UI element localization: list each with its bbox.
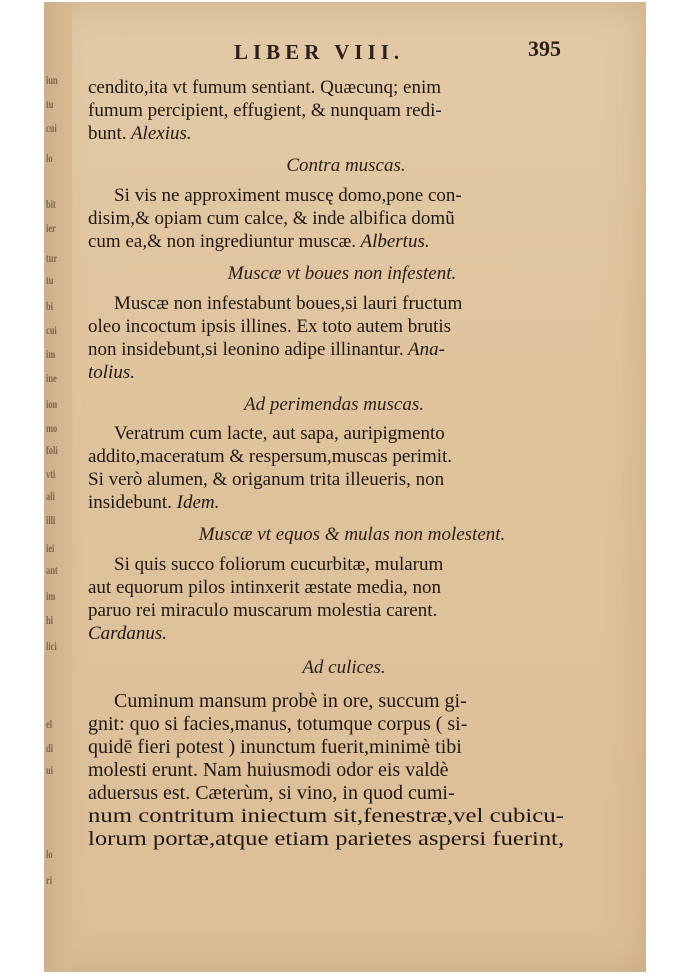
margin-fragment: tu — [46, 97, 54, 111]
margin-fragment: im — [46, 589, 56, 603]
line-text: Veratrum cum lacte, aut sapa, auripigmento — [114, 423, 445, 444]
text-line — [88, 600, 437, 622]
text-line — [114, 185, 462, 207]
line-text: Cuminum mansum probè in ore, succum gi- — [114, 690, 467, 712]
text-line — [88, 208, 455, 230]
author-citation: Ana- — [403, 339, 445, 360]
margin-fragment: hi — [46, 613, 54, 627]
text-line — [88, 759, 449, 782]
running-title: LIBER VIII. — [234, 40, 405, 64]
margin-fragment: ine — [46, 371, 57, 385]
text-line — [88, 123, 192, 145]
text-line — [88, 362, 135, 384]
line-text: fumum percipient, effugient, & nunquam redi- — [88, 100, 442, 121]
text-line — [114, 293, 462, 315]
line-text: Si vis ne approximent muscę domo,pone con- — [114, 185, 462, 206]
author-citation: Albertus. — [356, 231, 430, 252]
section-heading: Contra muscas. — [286, 155, 406, 176]
line-text: aduersus est. Cæterùm, si vino, in quod cumi- — [88, 782, 455, 804]
line-text: oleo incoctum ipsis illines. Ex toto autem brutis — [88, 316, 452, 337]
author-citation: Cardanus. — [88, 623, 168, 644]
text-line — [88, 316, 451, 338]
text-line — [114, 423, 445, 445]
text-line — [114, 554, 443, 576]
margin-fragment: iun — [46, 73, 58, 87]
line-text: Muscæ non infestabunt boues,si lauri fructum — [114, 293, 463, 314]
margin-fragment: im — [46, 347, 56, 361]
text-line — [114, 690, 467, 713]
margin-fragment: tu — [46, 273, 54, 287]
text-line — [88, 736, 462, 759]
line-text: disim,& opiam cum calce, & inde albifica domũ — [88, 208, 455, 229]
margin-fragment: vti — [46, 467, 56, 481]
text-line — [88, 577, 441, 599]
section-heading: Muscæ vt boues non infestent. — [227, 263, 457, 284]
text-line — [88, 339, 445, 361]
line-text: aut equorum pilos intinxerit æstate media, non — [88, 577, 442, 598]
margin-fragment: cui — [46, 323, 57, 337]
margin-fragment: illi — [46, 513, 56, 527]
margin-fragment: ali — [46, 489, 55, 503]
line-text: cendito,ita vt fumum sentiant. Quæcunq; enim — [88, 77, 442, 98]
text-line — [88, 77, 441, 99]
text-line — [88, 100, 442, 122]
book-page — [44, 2, 646, 972]
margin-fragment: mo — [46, 421, 58, 435]
text-line — [88, 492, 219, 514]
line-text: bunt. — [88, 123, 127, 144]
line-text: gnit: quo si facies,manus, totumque corpus ( si- — [88, 713, 468, 735]
margin-fragment: di — [46, 741, 54, 755]
line-text: quidē fieri potest ) inunctum fuerit,minimè tibi — [88, 736, 462, 758]
line-text: num contritum iniectum sit,fenestræ,vel cubicu- — [88, 805, 564, 827]
line-text: Si verò alumen, & origanum trita illeueris, non — [88, 469, 445, 490]
margin-fragment: bi — [46, 299, 54, 313]
line-text: cum ea,& non ingrediuntur muscæ. — [88, 231, 357, 252]
margin-fragment: el — [46, 717, 53, 731]
text-line — [88, 231, 430, 253]
margin-fragment: ri — [46, 873, 53, 887]
margin-fragment: lo — [46, 151, 53, 165]
text-line — [88, 713, 467, 736]
text-line — [88, 446, 452, 468]
section-heading: Ad perimendas muscas. — [244, 394, 424, 415]
text-line — [88, 828, 564, 851]
section-heading: Muscæ vt equos & mulas non molestent. — [198, 524, 506, 545]
margin-fragment: ui — [46, 763, 54, 777]
margin-fragment: bit — [46, 197, 56, 211]
margin-fragment: ier — [46, 221, 56, 235]
author-citation: tolius. — [88, 362, 135, 383]
text-line — [88, 805, 564, 828]
margin-fragment: ant — [46, 563, 58, 577]
author-citation: Idem. — [171, 492, 220, 513]
margin-fragment: ion — [46, 397, 58, 411]
line-text: insidebunt. — [88, 492, 172, 513]
page-number: 395 — [528, 36, 561, 61]
author-citation: Alexius. — [126, 123, 192, 144]
margin-fragment: iei — [46, 541, 55, 555]
section-heading: Ad culices. — [302, 657, 386, 678]
margin-fragment: lo — [46, 847, 53, 861]
margin-fragment: lici — [46, 639, 57, 653]
text-line — [88, 469, 444, 491]
margin-fragment: foli — [46, 443, 58, 457]
line-text: paruo rei miraculo muscarum molestia carent. — [88, 600, 438, 621]
text-line — [88, 623, 167, 645]
text-line — [88, 782, 455, 805]
line-text: non insidebunt,si leonino adipe illinantur. — [88, 339, 404, 360]
line-text: addito,maceratum & respersum,muscas perimit. — [88, 446, 453, 467]
line-text: Si quis succo foliorum cucurbitæ, mularum — [114, 554, 444, 575]
margin-fragment: tur — [46, 251, 58, 265]
gutter — [44, 2, 72, 972]
margin-fragment: cui — [46, 121, 57, 135]
line-text: molesti erunt. Nam huiusmodi odor eis valdè — [88, 759, 449, 781]
line-text: lorum portæ,atque etiam parietes aspersi fuerint, — [88, 828, 565, 850]
